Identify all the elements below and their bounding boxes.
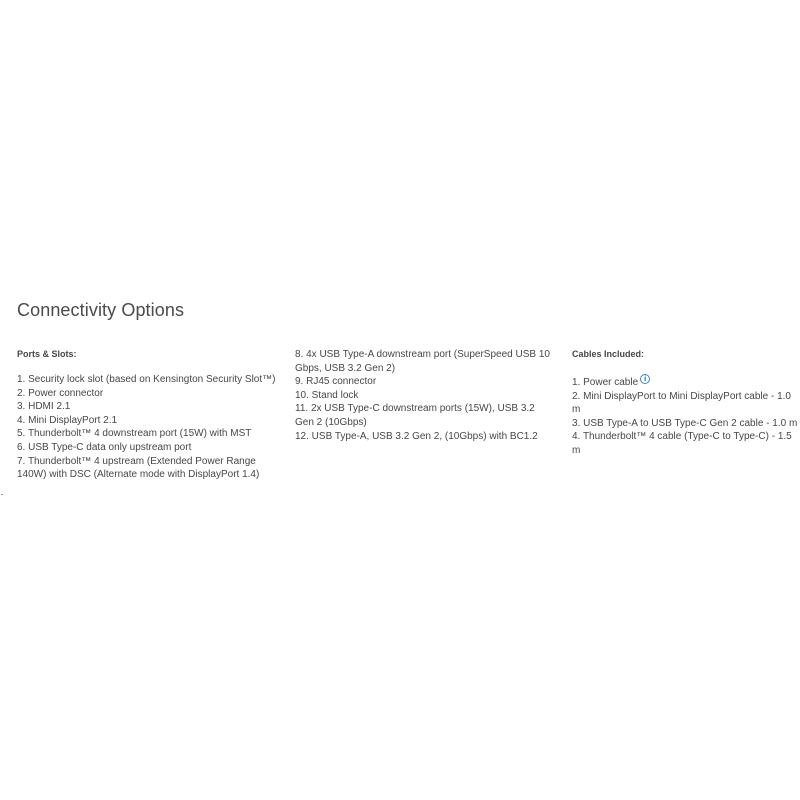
info-icon[interactable]: i bbox=[640, 374, 650, 384]
list-item: 7. Thunderbolt™ 4 upstream (Extended Power Range 140W) with DSC (Alternate mode with DisplayPort 1.4) bbox=[17, 455, 260, 481]
list-item: 9. RJ45 connector bbox=[295, 376, 377, 388]
list-item: 5. Thunderbolt™ 4 downstream port (15W) with MST bbox=[17, 428, 252, 440]
list-item: 3. HDMI 2.1 bbox=[17, 401, 71, 413]
list-item: 4. Thunderbolt™ 4 cable (Type-C to Type-C) - 1.5 m bbox=[572, 431, 792, 456]
section-title: Connectivity Options bbox=[17, 300, 185, 320]
list-item bbox=[572, 374, 798, 390]
cables-list bbox=[572, 374, 798, 458]
list-item: 4. Mini DisplayPort 2.1 bbox=[17, 414, 118, 426]
list-item: 2. Power connector bbox=[17, 387, 104, 399]
list-item: 11. 2x USB Type-C downstream ports (15W), USB 3.2 Gen 2 (10Gbps) bbox=[295, 403, 535, 428]
ports-list bbox=[17, 373, 285, 482]
stray-mark bbox=[1, 494, 3, 495]
cables-heading: Cables Included: bbox=[572, 349, 645, 359]
list-item: 10. Stand lock bbox=[295, 389, 359, 401]
list-item: 1. Security lock slot (based on Kensington Security Slot™) bbox=[17, 374, 276, 385]
ports-column-2 bbox=[295, 348, 553, 443]
cables-column bbox=[572, 348, 798, 458]
list-item: 6. USB Type-C data only upstream port bbox=[17, 441, 192, 453]
cable-item-label: 1. Power cable bbox=[572, 377, 639, 388]
list-item: 8. 4x USB Type-A downstream port (SuperSpeed USB 10 Gbps, USB 3.2 Gen 2) bbox=[295, 349, 550, 374]
list-item: 3. USB Type-A to USB Type-C Gen 2 cable - 1.0 m bbox=[572, 417, 798, 429]
ports-column-1 bbox=[17, 348, 285, 482]
list-item: 2. Mini DisplayPort to Mini DisplayPort cable - 1.0 m bbox=[572, 390, 791, 416]
list-item: 12. USB Type-A, USB 3.2 Gen 2, (10Gbps) with BC1.2 bbox=[295, 430, 538, 442]
ports-list-continued bbox=[295, 348, 553, 443]
ports-heading: Ports & Slots: bbox=[17, 349, 77, 359]
